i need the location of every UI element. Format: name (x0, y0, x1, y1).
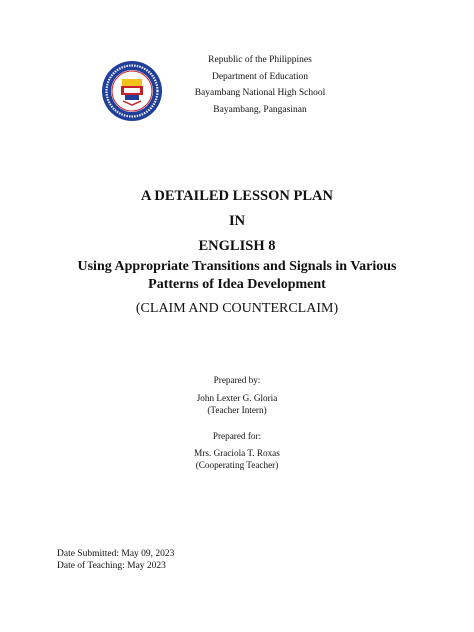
topic-subtitle: (CLAIM AND COUNTERCLAIM) (135, 301, 339, 316)
prepared-by-name: John Lexter G. Gloria (196, 393, 278, 403)
header-department: Department of Education (211, 71, 309, 82)
school-seal-logo (101, 60, 163, 122)
header-republic: Republic of the Philippines (208, 55, 312, 65)
prepared-by-role: (Teacher Intern) (207, 404, 267, 415)
document-title: A DETAILED LESSON PLAN (141, 188, 333, 204)
topic-line-2: Patterns of Idea Development (148, 277, 326, 292)
date-of-teaching: Date of Teaching: May 2023 (57, 560, 166, 571)
prepared-by-label: Prepared by: (213, 375, 261, 385)
header-school-name: Bayambang National High School (194, 88, 326, 98)
prepared-for-label: Prepared for: (212, 431, 262, 441)
title-in: IN (228, 213, 246, 229)
date-submitted: Date Submitted: May 09, 2023 (57, 549, 175, 559)
prepared-for-block (120, 448, 354, 471)
header-location: Bayambang, Pangasinan (213, 104, 307, 115)
prepared-for-name: Mrs. Graciola T. Roxas (194, 448, 280, 458)
prepared-by-block (120, 393, 354, 416)
school-header (160, 52, 360, 118)
dates-block (57, 549, 174, 572)
subject-title: ENGLISH 8 (198, 238, 276, 254)
topic-line-1: Using Appropriate Transitions and Signals in Various (77, 259, 397, 274)
prepared-for-role: (Cooperating Teacher) (195, 459, 279, 470)
title-block (40, 188, 434, 318)
